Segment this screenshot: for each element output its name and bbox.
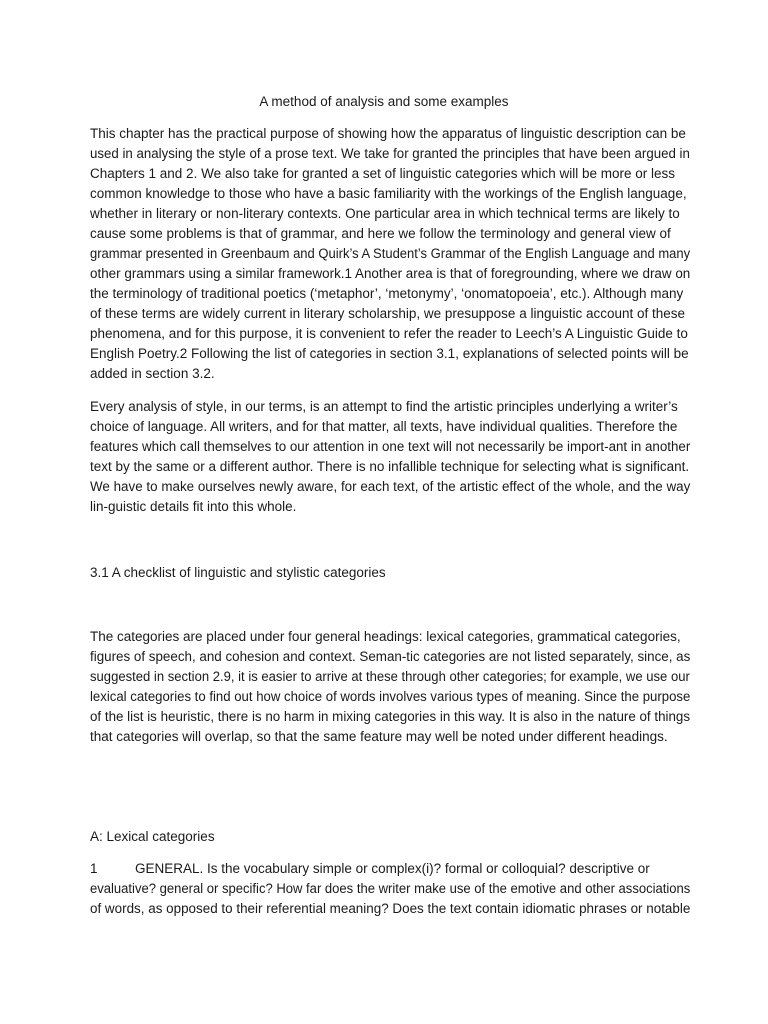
text-line: features which call themselves to our attention in one text will not necessarily be import-ant in another [90,439,691,454]
text-line: This chapter has the practical purpose of showing how the apparatus of linguistic description can be [90,126,686,141]
checklist-item-1 [90,859,690,919]
text-line: grammar presented in Greenbaum and Quirk’s A Student’s Grammar of the English Language and many [90,246,691,261]
text-line: Chapters 1 and 2. We also take for granted a set of linguistic categories which will be more or less [90,166,676,181]
text-line: lexical categories to find out how choice of words involves various types of meaning. Since the purpose [90,689,691,704]
text-line: whether in literary or non-literary contexts. One particular area in which technical terms are likely to [90,206,680,221]
text-line: of the list is heuristic, there is no harm in mixing categories in this way. It is also in the nature of things [90,709,691,724]
text-line: of words, as opposed to their referential meaning? Does the text contain idiomatic phrases or notable [90,901,691,916]
text-line: text by the same or a different author. There is no infallible technique for selecting what is significant. [90,459,690,474]
text-line: lin-guistic details fit into this whole. [90,499,297,514]
paragraph-categories [90,627,690,747]
subheading-lexical-categories: A: Lexical categories [90,829,215,844]
text-line: phenomena, and for this purpose, it is convenient to refer the reader to Leech’s A Linguistic Guide to [90,326,688,341]
text-line: Every analysis of style, in our terms, is an attempt to find the artistic principles underlying a writer’s [90,399,678,414]
text-line: used in analysing the style of a prose text. We take for granted the principles that have been argued in [90,146,690,161]
text-line: evaluative? general or specific? How far does the writer make use of the emotive and other associations [90,881,691,896]
text-line: the terminology of traditional poetics (‘metaphor’, ‘metonymy’, ‘onomatopoeia’, etc.). Although many [90,286,684,301]
text-line: The categories are placed under four general headings: lexical categories, grammatical categories, [90,629,681,644]
text-line: figures of speech, and cohesion and context. Seman-tic categories are not listed separately, since, as [90,649,691,664]
text-line: added in section 3.2. [90,366,215,381]
text-line: choice of language. All writers, and for that matter, all texts, have individual qualities. Therefore the [90,419,678,434]
text-line: English Poetry.2 Following the list of categories in section 3.1, explanations of selected points will be [90,346,689,361]
text-line: suggested in section 2.9, it is easier to arrive at these through other categories; for example, we use our [90,669,690,684]
text-line: other grammars using a similar framework.1 Another area is that of foregrounding, where we draw on [90,266,691,281]
paragraph-intro [90,124,690,384]
paragraph-analysis-of-style [90,397,690,517]
item-number: 1 [90,861,98,876]
text-line: that categories will overlap, so that the same feature may well be noted under different headings. [90,729,668,744]
text-line: cause some problems is that of grammar, and here we follow the terminology and general view of [90,226,671,241]
text-line: We have to make ourselves newly aware, for each text, of the artistic effect of the whole, and the way [90,479,691,494]
section-heading: 3.1 A checklist of linguistic and stylistic categories [90,565,386,580]
document-title: A method of analysis and some examples [259,94,509,109]
text-line: common knowledge to those who have a basic familiarity with the workings of the English language, [90,186,687,201]
text-line: of these terms are widely current in literary scholarship, we presuppose a linguistic account of these [90,306,686,321]
checklist-item-first-line [90,859,690,879]
text-line: GENERAL. Is the vocabulary simple or complex(i)? formal or colloquial? descriptive or [135,861,650,876]
